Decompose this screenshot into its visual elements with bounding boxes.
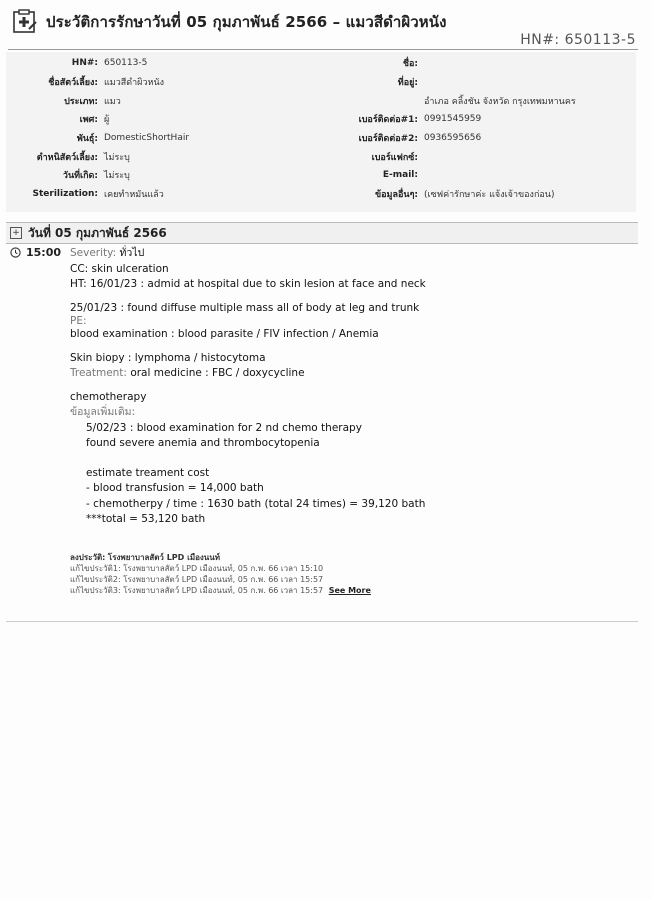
owner-info-value: (เซฟค่ารักษาค่ะ แจ้งเจ้าของก่อน) <box>424 190 555 201</box>
pet-info-value: แมวสีดำผิวหนัง <box>104 78 164 89</box>
pet-info-label: พันธุ์: <box>76 134 98 145</box>
owner-info-value: 0991545959 <box>424 114 482 125</box>
edit-value: โรงพยาบาลสัตว์ LPD เมืองนนท์, 05 ก.พ. 66 เวลา 15:57 <box>123 586 324 595</box>
pet-info-value: ไม่ระบุ <box>104 152 130 163</box>
edit-label: แก้ไขประวัติ1: <box>70 564 121 573</box>
pet-info-label: วันที่เกิด: <box>62 171 98 182</box>
pet-info-row <box>6 110 189 129</box>
day-title: วันที่ 05 กุมภาพันธ์ 2566 <box>28 225 167 240</box>
edit-record <box>70 563 630 574</box>
estimate-title: estimate treament cost <box>86 466 210 479</box>
edit-value: โรงพยาบาลสัตว์ LPD เมืองนนท์, 05 ก.พ. 66 เวลา 15:57 <box>123 575 324 584</box>
pe-line-2: Skin biopy : lymphoma / histocytoma <box>70 351 266 364</box>
pet-info-column <box>6 54 189 204</box>
chemo-line: chemotherapy <box>70 390 147 403</box>
pet-info-row <box>6 54 189 73</box>
pet-info-value: ไม่ระบุ <box>104 171 130 182</box>
expand-icon[interactable]: + <box>10 227 22 239</box>
owner-info-value: อำเภอ คลิ้งชัน จังหวัด กรุงเทพมหานคร <box>424 96 576 107</box>
pet-info-label: ประเภท: <box>64 96 98 107</box>
history-1: HT: 16/01/23 : admid at hospital due to skin lesion at face and neck <box>70 278 426 290</box>
medical-record-icon <box>12 9 38 35</box>
owner-info-row <box>308 129 576 148</box>
pet-info-label: HN#: <box>71 58 98 69</box>
clock-icon <box>10 247 21 258</box>
pet-info-value: เคยทำหมันแล้ว <box>104 190 164 201</box>
pet-info-row <box>6 166 189 185</box>
pet-info-row <box>6 129 189 148</box>
owner-info-row <box>308 73 576 92</box>
recorded-by <box>70 552 630 563</box>
extra-line-2: found severe anemia and thrombocytopenia <box>86 437 320 449</box>
pet-info-row <box>6 73 189 92</box>
pet-info-value: 650113-5 <box>104 58 148 69</box>
pe-line-1: blood examination : blood parasite / FIV infection / Anemia <box>70 328 379 340</box>
owner-info-label: เบอร์แฟกซ์: <box>371 152 418 163</box>
pet-info-value: แมว <box>104 96 121 107</box>
pet-info-value: DomesticShortHair <box>104 133 190 144</box>
pet-info-value: ผู้ <box>104 115 110 126</box>
owner-info-column <box>308 54 576 204</box>
edit-record <box>70 574 630 585</box>
owner-info-row <box>308 91 576 110</box>
edit-value: โรงพยาบาลสัตว์ LPD เมืองนนท์, 05 ก.พ. 66 เวลา 15:10 <box>123 564 324 573</box>
owner-info-value: 0936595656 <box>424 133 482 144</box>
see-more-link[interactable]: See More <box>328 586 371 595</box>
pe-label: PE: <box>70 315 87 327</box>
owner-info-label: ข้อมูลอื่นๆ: <box>375 190 418 201</box>
estimate-total: ***total = 53,120 bath <box>86 513 206 525</box>
estimate-blood: - blood transfusion = 14,000 bath <box>86 482 264 494</box>
owner-info-row <box>308 185 576 204</box>
owner-info-row <box>308 54 576 73</box>
owner-info-row <box>308 147 576 166</box>
owner-info-label: เบอร์ติดต่อ#1: <box>358 115 418 126</box>
bottom-divider <box>6 621 638 622</box>
recorded-label: ลงประวัติ: <box>70 553 106 562</box>
severity-label: Severity: <box>70 247 117 259</box>
pet-info-row <box>6 91 189 110</box>
header-divider <box>8 49 638 50</box>
pet-info-label: Sterilization: <box>32 189 98 200</box>
severity-line <box>70 246 630 262</box>
edit-record <box>70 585 630 596</box>
pet-info-label: เพศ: <box>79 115 98 126</box>
pet-info-label: ชื่อสัตว์เลี้ยง: <box>48 78 98 89</box>
record-footer <box>70 552 630 596</box>
pet-info-row <box>6 185 189 204</box>
owner-info-row <box>308 110 576 129</box>
owner-info-label: E-mail: <box>382 170 418 181</box>
treatment-label: Treatment: <box>70 367 127 379</box>
recorded-value: โรงพยาบาลสัตว์ LPD เมืองนนท์ <box>107 553 221 562</box>
patient-info-panel <box>6 52 636 212</box>
owner-info-label: เบอร์ติดต่อ#2: <box>358 134 418 145</box>
edit-label: แก้ไขประวัติ2: <box>70 575 121 584</box>
extra-info-label: ข้อมูลเพิ่มเติม: <box>70 406 136 418</box>
hn-number: HN#: 650113-5 <box>520 32 636 48</box>
treatment-value: oral medicine : FBC / doxycycline <box>130 367 305 379</box>
edit-label: แก้ไขประวัติ3: <box>70 586 121 595</box>
owner-info-label: ชื่อ: <box>402 59 418 70</box>
owner-info-row <box>308 166 576 185</box>
owner-info-label: ที่อยู่: <box>397 78 418 89</box>
extra-line-1: 5/02/23 : blood examination for 2 nd chemo therapy <box>86 421 362 434</box>
page-title: ประวัติการรักษาวันที่ 05 กุมภาพันธ์ 2566 – แมวสีดำผิวหนัง <box>46 13 447 31</box>
chief-complaint: CC: skin ulceration <box>70 262 169 275</box>
estimate-chemo: - chemotherpy / time : 1630 bath (total 24 times) = 39,120 bath <box>86 497 426 510</box>
visit-time-text: 15:00 <box>26 246 62 259</box>
pet-info-row <box>6 147 189 166</box>
treatment-line <box>70 366 630 382</box>
history-2: 25/01/23 : found diffuse multiple mass all of body at leg and trunk <box>70 301 420 314</box>
pet-info-label: ตำหนิสัตว์เลี้ยง: <box>36 152 98 163</box>
visit-time <box>10 246 61 259</box>
severity-value: ทั่วไป <box>119 247 145 259</box>
visit-notes <box>70 246 630 528</box>
day-section-header[interactable] <box>6 222 638 244</box>
